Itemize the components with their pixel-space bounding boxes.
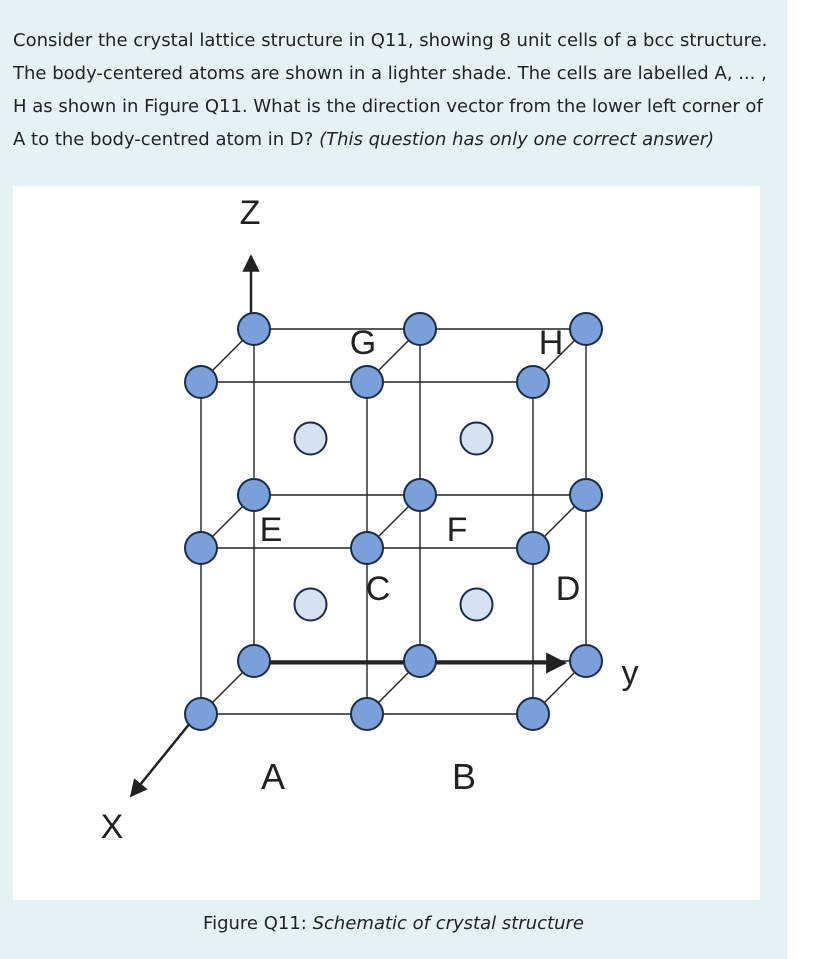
corner-atom xyxy=(570,645,602,677)
corner-atom xyxy=(185,532,217,564)
caption-prefix: Figure Q11: xyxy=(203,913,307,934)
body-centre-atom xyxy=(461,589,493,621)
cell-label-c: C xyxy=(365,570,391,608)
crystal-lattice-diagram xyxy=(13,186,760,900)
question-body: Consider the crystal lattice structure in Q11, showing 8 unit cells of a bcc structure. The body-centered atoms are shown in a lighter shade. The cells are labelled A, ... , H as shown in Figure Q11. What is the direction vector from the lower left corner of A to the body-centred atom in D? xyxy=(13,30,768,150)
corner-atom xyxy=(185,698,217,730)
corner-atom xyxy=(517,532,549,564)
z-axis-label: Z xyxy=(239,194,261,232)
cell-label-h: H xyxy=(538,324,564,362)
corner-atom xyxy=(570,479,602,511)
cell-label-d: D xyxy=(555,570,581,608)
question-note: (This question has only one correct answer) xyxy=(319,129,715,150)
figure-caption xyxy=(0,913,787,934)
corner-atom xyxy=(351,366,383,398)
corner-atom xyxy=(185,366,217,398)
body-centre-atom xyxy=(295,589,327,621)
caption-title: Schematic of crystal structure xyxy=(312,913,584,934)
x-axis-label: X xyxy=(100,808,124,846)
corner-atom xyxy=(351,698,383,730)
body-centre-atom xyxy=(295,423,327,455)
labels xyxy=(101,194,639,846)
corner-atom xyxy=(351,532,383,564)
corner-atom xyxy=(238,645,270,677)
corner-atom xyxy=(404,645,436,677)
cell-label-b: B xyxy=(451,756,477,797)
corner-atom xyxy=(404,313,436,345)
cell-label-a: A xyxy=(260,756,286,797)
corner-atom xyxy=(517,698,549,730)
corner-atom xyxy=(238,313,270,345)
figure-q11 xyxy=(13,186,760,900)
corner-atom xyxy=(517,366,549,398)
body-centre-atom xyxy=(461,423,493,455)
cell-label-g: G xyxy=(349,324,377,362)
corner-atom xyxy=(238,479,270,511)
corner-atom xyxy=(570,313,602,345)
cell-label-e: E xyxy=(259,511,283,549)
corner-atom xyxy=(404,479,436,511)
y-axis-label: y xyxy=(621,654,639,692)
question-text xyxy=(13,24,773,156)
cell-label-f: F xyxy=(446,511,468,549)
